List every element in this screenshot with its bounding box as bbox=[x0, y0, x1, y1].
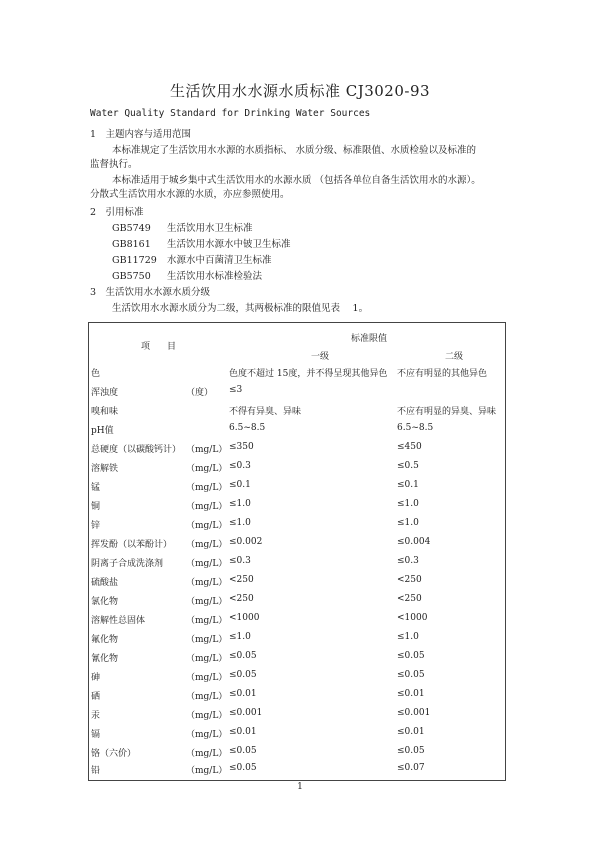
table-row bbox=[89, 575, 505, 593]
cell-item: 铅 bbox=[91, 766, 101, 776]
cell-item: 浑浊度 bbox=[91, 388, 119, 398]
cell-level-1: ≤350 bbox=[229, 442, 254, 452]
cell-level-1: 不得有异臭、异味 bbox=[229, 407, 302, 417]
cell-level-2: ≤0.004 bbox=[397, 537, 431, 547]
cell-level-2: 不应有明显的其他异色 bbox=[397, 369, 488, 379]
section-3-heading: 3 生活饮用水水源水质分级 bbox=[90, 287, 211, 298]
cell-item: 挥发酚（以苯酚计） bbox=[91, 540, 173, 550]
cell-unit: （mg/L） bbox=[186, 711, 228, 721]
cell-item: 溶解铁 bbox=[91, 464, 119, 474]
cell-level-1: ≤3 bbox=[229, 385, 243, 395]
cell-unit: （mg/L） bbox=[186, 635, 228, 645]
table-row bbox=[89, 727, 505, 745]
cell-item: 硫酸盐 bbox=[91, 578, 119, 588]
cell-level-2: ≤0.01 bbox=[397, 689, 425, 699]
cell-level-1: ≤0.01 bbox=[229, 689, 257, 699]
cell-level-1: ≤0.002 bbox=[229, 537, 263, 547]
cell-level-2: ≤1.0 bbox=[397, 518, 419, 528]
section-1-paragraph-2-line-1: 本标准适用于城乡集中式生活饮用水的水源水质 （包括各单位自备生活饮用水的水源）。 bbox=[112, 175, 481, 186]
cell-level-1: ≤1.0 bbox=[229, 518, 251, 528]
section-2-heading: 2 引用标准 bbox=[90, 207, 144, 218]
cell-level-2: 6.5~8.5 bbox=[397, 423, 434, 433]
cell-item: 硒 bbox=[91, 692, 101, 702]
cell-unit: （mg/L） bbox=[186, 673, 228, 683]
cell-item: 砷 bbox=[91, 673, 101, 683]
cell-level-2: 不应有明显的异臭、异味 bbox=[397, 407, 497, 417]
cell-level-1: <1000 bbox=[229, 613, 260, 623]
cell-unit: （mg/L） bbox=[186, 654, 228, 664]
cell-level-1: ≤0.01 bbox=[229, 727, 257, 737]
cell-level-1: ≤0.05 bbox=[229, 651, 257, 661]
water-quality-table bbox=[88, 322, 506, 781]
cell-unit: （mg/L） bbox=[186, 597, 228, 607]
table-row bbox=[89, 461, 505, 479]
cell-level-2: ≤0.5 bbox=[397, 461, 419, 471]
cell-unit: （mg/L） bbox=[186, 483, 228, 493]
reference-code: GB11729 bbox=[112, 255, 157, 266]
reference-name: 生活饮用水标准检验法 bbox=[167, 271, 263, 282]
table-row bbox=[89, 746, 505, 764]
reference-item bbox=[112, 252, 272, 266]
table-row bbox=[89, 366, 505, 384]
cell-item: 锌 bbox=[91, 521, 101, 531]
cell-unit: （mg/L） bbox=[186, 730, 228, 740]
table-row bbox=[89, 423, 505, 441]
cell-level-1: 6.5~8.5 bbox=[229, 423, 266, 433]
reference-name: 生活饮用水卫生标准 bbox=[167, 223, 253, 234]
cell-level-2: ≤0.1 bbox=[397, 480, 419, 490]
page-number: 1 bbox=[297, 782, 303, 792]
cell-item: 总硬度（以碳酸钙计） bbox=[91, 445, 182, 455]
cell-level-1: ≤1.0 bbox=[229, 499, 251, 509]
section-1-paragraph-2-line-2: 分散式生活饮用水水源的水质，亦应参照使用。 bbox=[90, 189, 290, 200]
reference-item bbox=[112, 236, 291, 250]
reference-code: GB8161 bbox=[112, 239, 151, 250]
cell-unit: （mg/L） bbox=[186, 502, 228, 512]
cell-level-2: <250 bbox=[397, 575, 422, 585]
cell-unit: （mg/L） bbox=[186, 464, 228, 474]
cell-level-2: ≤0.07 bbox=[397, 763, 425, 773]
cell-level-2: ≤0.05 bbox=[397, 670, 425, 680]
cell-level-2: ≤1.0 bbox=[397, 499, 419, 509]
cell-item: 嗅和味 bbox=[91, 407, 119, 417]
cell-level-1: <250 bbox=[229, 594, 254, 604]
section-1-paragraph-1-line-2: 监督执行。 bbox=[90, 159, 138, 170]
table-row bbox=[89, 537, 505, 555]
table-row bbox=[89, 708, 505, 726]
cell-unit: （mg/L） bbox=[186, 692, 228, 702]
cell-level-2: <1000 bbox=[397, 613, 428, 623]
table-header-item: 项 目 bbox=[141, 342, 181, 352]
cell-unit: （mg/L） bbox=[186, 559, 228, 569]
document-subtitle: Water Quality Standard for Drinking Water Sources bbox=[90, 108, 371, 119]
cell-level-2: ≤0.3 bbox=[397, 556, 419, 566]
cell-item: 溶解性总固体 bbox=[91, 616, 146, 626]
section-3-paragraph: 生活饮用水水源水质分为二级，其两极标准的限值见表 1。 bbox=[112, 303, 369, 314]
reference-code: GB5749 bbox=[112, 223, 151, 234]
table-row bbox=[89, 670, 505, 688]
reference-name: 生活饮用水源水中铍卫生标准 bbox=[167, 239, 291, 250]
cell-level-1: ≤1.0 bbox=[229, 632, 251, 642]
table-header-level-2: 二级 bbox=[445, 352, 464, 362]
cell-level-2: ≤0.05 bbox=[397, 651, 425, 661]
cell-unit: （mg/L） bbox=[186, 445, 228, 455]
reference-code: GB5750 bbox=[112, 271, 151, 282]
table-row bbox=[89, 594, 505, 612]
cell-item: 阴离子合成洗涤剂 bbox=[91, 559, 164, 569]
cell-level-2: <250 bbox=[397, 594, 422, 604]
table-row bbox=[89, 442, 505, 460]
cell-level-1: 色度不超过 15度，并不得呈现其他异色 bbox=[229, 369, 388, 379]
cell-item: 汞 bbox=[91, 711, 101, 721]
cell-item: 氟化物 bbox=[91, 635, 119, 645]
cell-unit: （mg/L） bbox=[186, 616, 228, 626]
cell-level-2: ≤1.0 bbox=[397, 632, 419, 642]
cell-item: 锰 bbox=[91, 483, 101, 493]
cell-unit: （mg/L） bbox=[186, 749, 228, 759]
cell-unit: （mg/L） bbox=[186, 521, 228, 531]
cell-unit: （mg/L） bbox=[186, 578, 228, 588]
table-row bbox=[89, 632, 505, 650]
cell-level-1: ≤0.05 bbox=[229, 746, 257, 756]
table-row bbox=[89, 763, 505, 781]
cell-level-2: ≤0.001 bbox=[397, 708, 431, 718]
cell-level-1: ≤0.1 bbox=[229, 480, 251, 490]
cell-item: 镉 bbox=[91, 730, 101, 740]
cell-item: 氯化物 bbox=[91, 597, 119, 607]
cell-item: 铬（六价） bbox=[91, 749, 137, 759]
document-title: 生活饮用水水源水质标准 CJ3020-93 bbox=[169, 82, 431, 100]
cell-level-2: ≤450 bbox=[397, 442, 422, 452]
reference-item bbox=[112, 268, 262, 282]
reference-name: 水源水中百菌清卫生标准 bbox=[167, 255, 272, 266]
table-row bbox=[89, 613, 505, 631]
section-1-heading: 1 主题内容与适用范围 bbox=[90, 129, 192, 140]
cell-item: pH值 bbox=[91, 426, 114, 436]
cell-item: 铜 bbox=[91, 502, 101, 512]
table-row bbox=[89, 518, 505, 536]
cell-item: 氰化物 bbox=[91, 654, 119, 664]
table-row bbox=[89, 689, 505, 707]
cell-level-1: ≤0.001 bbox=[229, 708, 263, 718]
cell-level-2: ≤0.01 bbox=[397, 727, 425, 737]
cell-unit: （mg/L） bbox=[186, 540, 228, 550]
cell-item: 色 bbox=[91, 369, 101, 379]
cell-level-1: <250 bbox=[229, 575, 254, 585]
cell-level-2: ≤0.05 bbox=[397, 746, 425, 756]
reference-item bbox=[112, 220, 253, 234]
table-row bbox=[89, 556, 505, 574]
cell-level-1: ≤0.05 bbox=[229, 670, 257, 680]
cell-level-1: ≤0.3 bbox=[229, 461, 251, 471]
cell-level-1: ≤0.05 bbox=[229, 763, 257, 773]
table-row bbox=[89, 651, 505, 669]
table-header-limit: 标准限值 bbox=[351, 334, 388, 344]
table-header-level-1: 一级 bbox=[311, 352, 330, 362]
table-row bbox=[89, 385, 505, 403]
table-row bbox=[89, 499, 505, 517]
section-1-paragraph-1-line-1: 本标准规定了生活饮用水水源的水质指标、 水质分级、标准限值、水质检验以及标准的 bbox=[112, 145, 477, 156]
table-row bbox=[89, 404, 505, 422]
cell-level-1: ≤0.3 bbox=[229, 556, 251, 566]
cell-unit: （mg/L） bbox=[186, 766, 228, 776]
cell-unit: （度） bbox=[186, 388, 214, 398]
table-row bbox=[89, 480, 505, 498]
